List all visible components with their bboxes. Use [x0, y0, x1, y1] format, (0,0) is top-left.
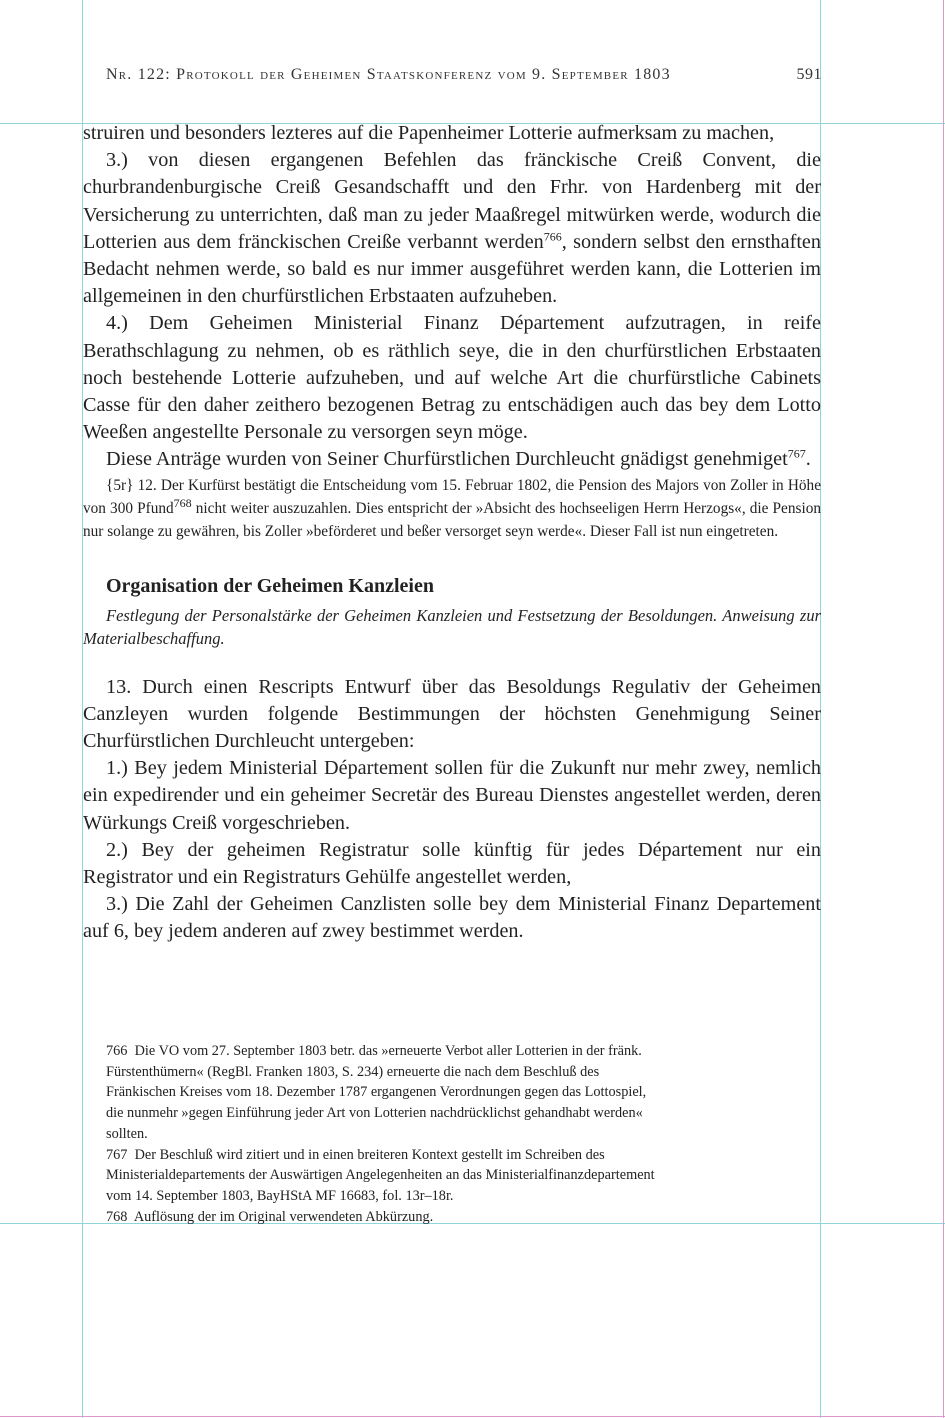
footnote-ref-767[interactable]: 767	[787, 446, 806, 461]
footnote-767: 767 Der Beschluß wird zitiert und in einen breiteren Kontext gestellt im Schreiben des Ministerialdepartements der Auswärtigen Angelegenheiten an das Ministerialfinanzdepartement vom 14. September 1803, BayHStA MF 16683, fol. 13r–18r.	[106, 1146, 655, 1204]
paragraph-13: 13. Durch einen Rescripts Entwurf über das Besoldungs Regulativ der Geheimen Canzleyen wurden folgende Bestimmungen der höchsten Genehmigung Seiner Churfürstlichen Durchleucht untergeben:	[83, 675, 821, 753]
section-heading: Organisation der Geheimen Kanzleien	[106, 574, 434, 597]
section-subtitle: Festlegung der Personalstärke der Geheimen Kanzleien und Festsetzung der Besoldungen. Anweisung zur Materialbeschaffung.	[83, 605, 821, 648]
footnote-768: 768 Auflösung der im Original verwendeten Abkürzung.	[106, 1208, 434, 1225]
running-title: Nr. 122: Protokoll der Geheimen Staatskonferenz vom 9. September 1803	[106, 66, 671, 83]
paragraph-13-item-2: 2.) Bey der geheimen Registratur solle künftig für jedes Département nur ein Registrator und ein Registraturs Gehülfe angestellet werden,	[83, 838, 821, 889]
running-header	[106, 66, 822, 84]
footnote-ref-766[interactable]: 766	[543, 229, 562, 244]
footnotes	[106, 1041, 666, 1227]
footnote-ref-768[interactable]: 768	[173, 495, 192, 510]
paragraph-13-item-3: 3.) Die Zahl der Geheimen Canzlisten solle bey dem Ministerial Finanz Departement auf 6, bey jedem anderen auf zwey bestimmet werden.	[83, 893, 821, 943]
paragraph-13-item-1: 1.) Bey jedem Ministerial Département sollen für die Zukunft nur mehr zwey, nemlich ein expedirender und ein geheimer Secretär des Bureau Dienstes angestellet werden, deren Würkungs Creiß vorgeschrieben.	[83, 757, 821, 834]
page-edge-bottom	[0, 1416, 945, 1417]
footnote-766: 766 Die VO vom 27. September 1803 betr. das »erneuerte Verbot aller Lotterien in der fränk. Fürstenthümern« (RegBl. Franken 1803, S. 234) erneuerte die nach dem Beschluß des Fränkischen Kreises vom 18. Dezember 1787 ergangenen Verordnungen gegen das Lottospiel, die nunmehr »gegen Einführung jeder Art von Lotterien nachdrücklichst gehandhabt werden« sollten.	[106, 1043, 647, 1142]
paragraph-3: 4.) Dem Geheimen Ministerial Finanz Département aufzutragen, in reife Berathschlagung zu nehmen, ob es räthlich seye, die in den churfürstlichen Erbstaaten noch bestehende Lotterie aufzuheben, und auf welche Art die churfürstliche Cabinets Casse für den daher zeithero bezogenen Betrag zu entschädigen auch das bey dem Lotto Weeßen angestellte Personale zu versorgen seyn möge.	[83, 312, 821, 444]
paragraph-2: 3.) von diesen ergangenen Befehlen das fränckische Creiß Convent, die churbrandenburgische Creiß Gesandschafft und den Frhr. von Hardenberg mit der Versicherung zu unterrichten, daß man zu jeder Maaßregel mitwürken werde, wodurch die Lotterien aus dem fränckischen Creiße verbannt werden$^{766}$, sondern selbst den ernsthaften Bedacht nehmen werde, so bald es nur immer ausgeführet werden kann, die Lotterien im allgemeinen in den churfürstlichen Erbstaaten aufzuheben.	[83, 149, 821, 308]
paragraph-summary-12: {5r} 12. Der Kurfürst bestätigt die Entscheidung vom 15. Februar 1802, die Pension des Majors von Zoller in Höhe von 300 Pfund$^{768}$ nicht weiter auszuzahlen. Dies entspricht der »Absicht des hochseeligen Herrn Herzogs«, die Pension nur solange zu gewähren, bis Zoller »beförderet und beßer versorget seyn werde«. Dieser Fall ist nun eingetreten.	[83, 476, 821, 540]
page-number: 591	[796, 66, 822, 83]
page-edge-right	[943, 0, 944, 1418]
main-text	[83, 120, 821, 946]
paragraph-4: Diese Anträge wurden von Seiner Churfürstlichen Durchleucht gnädigst genehmiget$^{767}$.	[106, 446, 811, 471]
paragraph-1: struiren und besonders lezteres auf die Papenheimer Lotterie aufmerksam zu machen,	[83, 122, 775, 144]
